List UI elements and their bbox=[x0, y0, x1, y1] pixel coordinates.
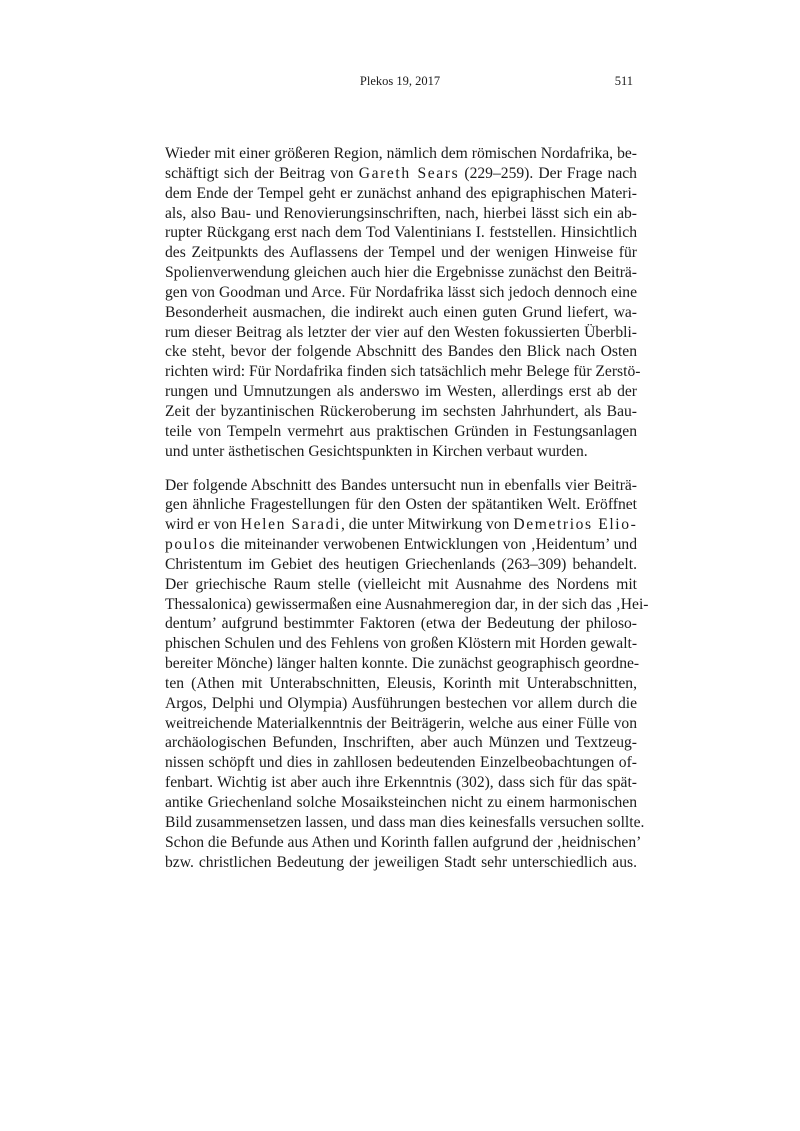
author-name: Gareth Sears bbox=[358, 164, 460, 182]
text-line bbox=[165, 184, 637, 204]
text-line bbox=[165, 694, 637, 714]
author-name: poulos bbox=[165, 536, 217, 554]
author-name: Demetrios Elio- bbox=[513, 516, 638, 534]
text-segment: Besonderheit ausmachen, die indirekt auch einen guten Grund liefert, wa- bbox=[165, 303, 637, 321]
text-line bbox=[165, 535, 637, 555]
text-segment: dentum’ aufgrund bestimmter Faktoren (etwa der Bedeutung der philoso- bbox=[165, 615, 637, 633]
text-segment: Christentum im Gebiet des heutigen Griechenlands (263–309) behandelt. bbox=[165, 555, 637, 573]
text-line bbox=[165, 575, 637, 595]
text-line bbox=[165, 793, 637, 813]
text-segment: Zeit der byzantinischen Rückeroberung im sechsten Jahrhundert, als Bau- bbox=[165, 402, 637, 420]
text-line bbox=[165, 733, 637, 753]
text-segment: fenbart. Wichtig ist aber auch ihre Erkenntnis (302), dass sich für das spät- bbox=[165, 774, 637, 792]
paragraph bbox=[165, 476, 649, 873]
text-segment: und unter ästhetischen Gesichtspunkten in Kirchen verbaut wurden. bbox=[165, 442, 588, 460]
body-text bbox=[165, 144, 649, 886]
text-segment: Der griechische Raum stelle (vielleicht mit Ausnahme des Nordens mit bbox=[165, 575, 637, 593]
text-segment: dem Ende der Tempel geht er zunächst anhand des epigraphischen Materi- bbox=[165, 184, 637, 202]
text-segment: Der folgende Abschnitt des Bandes untersucht nun in ebenfalls vier Beiträ- bbox=[165, 476, 637, 494]
text-line bbox=[165, 144, 637, 164]
text-segment: cke steht, bevor der folgende Abschnitt des Bandes den Blick nach Osten bbox=[165, 343, 637, 361]
text-segment: gen von Goodman und Arce. Für Nordafrika lässt sich jedoch dennoch eine bbox=[165, 283, 637, 301]
text-line bbox=[165, 342, 637, 362]
text-segment: die miteinander verwobenen Entwicklungen von ‚Heidentum’ und bbox=[216, 536, 637, 554]
text-segment: weitreichende Materialkenntnis der Beiträgerin, welche aus einer Fülle von bbox=[165, 714, 637, 732]
text-segment: nissen schöpft und dies in zahllosen bedeutenden Einzelbeobachtungen of- bbox=[165, 754, 637, 772]
text-line bbox=[165, 555, 637, 575]
text-line bbox=[165, 813, 645, 833]
text-segment: phischen Schulen und des Fehlens von großen Klöstern mit Horden gewalt- bbox=[165, 635, 638, 653]
text-segment: teile von Tempeln vermehrt aus praktischen Gründen in Festungsanlagen bbox=[165, 422, 637, 440]
text-segment: Wieder mit einer größeren Region, nämlich dem römischen Nordafrika, be- bbox=[165, 145, 637, 162]
text-segment: gen ähnliche Fragestellungen für den Osten der spätantiken Welt. Eröffnet bbox=[165, 496, 637, 514]
text-segment: (229–259). Der Frage nach bbox=[459, 164, 637, 182]
text-segment: richten wird: Für Nordafrika finden sich tatsächlich mehr Belege für Zerstö- bbox=[165, 363, 641, 381]
text-line bbox=[165, 495, 637, 515]
text-line bbox=[165, 402, 637, 422]
text-segment: rum dieser Beitrag als letzter der vier auf den Westen fokussierten Überbli- bbox=[165, 323, 637, 341]
text-segment: ten (Athen mit Unterabschnitten, Eleusis, Korinth mit Unterabschnitten, bbox=[165, 674, 637, 692]
text-segment: rupter Rückgang erst nach dem Tod Valentinians I. feststellen. Hinsichtlich bbox=[165, 224, 637, 242]
text-line bbox=[165, 422, 637, 442]
paragraph bbox=[165, 144, 641, 462]
text-line bbox=[165, 833, 642, 853]
journal-title: Plekos 19, 2017 bbox=[359, 74, 441, 88]
text-line bbox=[165, 773, 637, 793]
text-segment: wird er von bbox=[165, 516, 241, 534]
text-line bbox=[165, 303, 637, 323]
text-line bbox=[165, 654, 640, 674]
text-segment: bereiter Mönche) länger halten konnte. Die zunächst geographisch geordne- bbox=[165, 655, 640, 673]
text-line bbox=[165, 476, 637, 496]
text-segment: archäologischen Befunden, Inschriften, aber auch Münzen und Textzeug- bbox=[165, 734, 637, 752]
text-line bbox=[165, 853, 637, 873]
text-line bbox=[165, 243, 637, 263]
text-segment: Spolienverwendung gleichen auch hier die Ergebnisse zunächst den Beiträ- bbox=[165, 264, 637, 282]
text-line bbox=[165, 614, 637, 634]
text-segment: des Zeitpunkts des Auflassens der Tempel und der wenigen Hinweise für bbox=[165, 244, 637, 262]
text-line bbox=[165, 204, 637, 224]
text-line bbox=[165, 362, 641, 382]
text-line bbox=[165, 674, 637, 694]
text-segment: , die unter Mitwirkung von bbox=[340, 516, 514, 534]
author-name: Helen Saradi bbox=[240, 516, 341, 534]
text-line bbox=[165, 442, 637, 462]
text-segment: antike Griechenland solche Mosaiksteinchen nicht zu einem harmonischen bbox=[165, 794, 637, 811]
text-line bbox=[165, 164, 637, 184]
text-line bbox=[165, 595, 649, 615]
text-line bbox=[165, 382, 637, 402]
text-segment: rungen und Umnutzungen als anderswo im Westen, allerdings erst ab der bbox=[165, 383, 637, 401]
text-line bbox=[165, 714, 637, 734]
text-line bbox=[165, 223, 637, 243]
text-line bbox=[165, 263, 637, 283]
text-line bbox=[165, 634, 637, 654]
text-line bbox=[165, 515, 637, 535]
text-line bbox=[165, 753, 637, 773]
text-segment: bzw. christlichen Bedeutung der jeweiligen Stadt sehr unterschiedlich aus. bbox=[165, 853, 637, 871]
text-segment: schäftigt sich der Beitrag von bbox=[165, 164, 359, 182]
text-segment: als, also Bau- und Renovierungsinschriften, nach, hierbei lässt sich ein ab- bbox=[165, 204, 637, 222]
text-segment: Schon die Befunde aus Athen und Korinth fallen aufgrund der ‚heidnischen’ bbox=[165, 833, 642, 851]
page-number: 511 bbox=[614, 74, 633, 88]
text-line bbox=[165, 323, 637, 343]
text-segment: Bild zusammensetzen lassen, und dass man dies keinesfalls versuchen sollte. bbox=[165, 813, 645, 831]
text-segment: Thessalonica) gewissermaßen eine Ausnahmeregion dar, in der sich das ‚Hei- bbox=[165, 595, 649, 613]
text-line bbox=[165, 283, 637, 303]
text-segment: Argos, Delphi und Olympia) Ausführungen bestechen vor allem durch die bbox=[165, 694, 637, 712]
